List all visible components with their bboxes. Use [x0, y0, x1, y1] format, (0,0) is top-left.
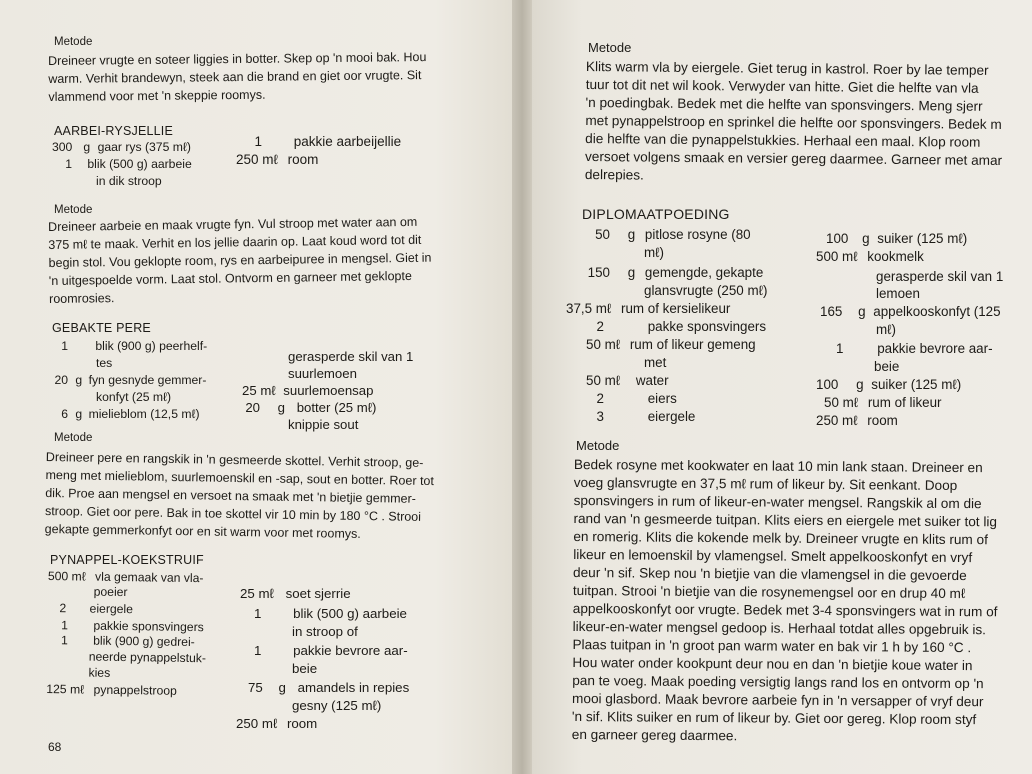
ingredients-aarbei	[52, 134, 492, 189]
text-line: tuitpan. Strooi 'n bietjie van die rosynemengsel oor en drup 40 mℓ	[572, 582, 966, 602]
ingredient-row	[572, 408, 695, 426]
ingredient-row: gerasperde skil van 1	[876, 269, 1004, 284]
method-label: Metode	[54, 432, 93, 444]
text-line: Dreineer aarbeie en maak vrugte fyn. Vul stroop met water aan om	[48, 214, 418, 234]
ingredient-text: blik (900 g) gedrei-	[93, 633, 195, 650]
ingredient-qty: 20	[245, 400, 260, 415]
ingredient-qty: 25 mℓ	[242, 383, 276, 398]
text-line: stroop. Giet oor pere. Bak in toe skottel vir 10 min by 180 °C . Strooi	[44, 503, 422, 524]
ingredient-qty: 250 mℓ	[236, 716, 278, 731]
ingredient-qty: 75	[248, 680, 263, 695]
ingredient-col-right	[816, 230, 1032, 430]
ingredient-text: room	[867, 413, 898, 428]
text-line: die helfte van die pynappelstukkies. Herhaal een maal. Klop room	[585, 130, 981, 150]
method-label: Metode	[588, 40, 632, 55]
ingredient-row	[586, 372, 669, 390]
method-text-pere	[45, 448, 435, 544]
ingredient-qty: 1	[65, 157, 72, 171]
ingredient-row: lemoen	[876, 286, 920, 301]
text-line: Bedek rosyne met kookwater en laat 10 min lank staan. Dreineer en	[573, 456, 983, 476]
ingredient-row: in stroop of	[292, 624, 358, 639]
ingredient-qty: 50	[595, 227, 610, 242]
ingredient-text: pitlose rosyne (80	[644, 227, 751, 242]
ingredients-pynappel	[46, 568, 498, 731]
method-text-aarbei	[48, 213, 432, 308]
ingredient-text: pakkie sponsvingers	[93, 618, 204, 635]
ingredient-text: soet sjerrie	[285, 586, 351, 601]
ingredient-row	[254, 642, 408, 660]
ingredient-qty: 1	[836, 341, 844, 356]
ingredient-unit: g	[277, 400, 286, 415]
ingredient-row	[572, 318, 766, 336]
ingredient-col-left	[566, 226, 832, 426]
ingredient-text: rum of likeur	[867, 395, 942, 410]
ingredient-text: fyn gesnyde gemmer-	[88, 373, 207, 387]
ingredient-row	[240, 585, 351, 603]
ingredient-unit: g	[862, 231, 870, 246]
ingredient-row	[254, 605, 407, 623]
ingredient-unit: g	[83, 140, 91, 154]
ingredient-text: rum of kersielikeur	[621, 301, 731, 316]
ingredient-text: blik (900 g) peerhelf-	[95, 339, 208, 353]
ingredient-unit: g	[627, 227, 636, 242]
ingredient-text: kookmelk	[867, 249, 924, 264]
ingredient-text: amandels in repies	[297, 680, 410, 695]
ingredient-row	[52, 139, 191, 156]
ingredient-row	[50, 338, 207, 355]
ingredient-qty: 1	[254, 134, 262, 149]
ingredient-qty: 500 mℓ	[47, 568, 86, 584]
ingredient-row	[816, 376, 961, 394]
ingredient-row: beie	[292, 661, 318, 676]
text-line: gekapte gemmerkonfyt oor en sit warm voor met roomys.	[44, 521, 361, 541]
ingredient-text: suiker (125 mℓ)	[871, 377, 962, 392]
top-method-text	[585, 58, 1003, 188]
ingredient-row	[826, 230, 967, 248]
ingredient-row: in dik stroop	[96, 174, 162, 188]
ingredient-qty: 500 mℓ	[816, 249, 858, 264]
text-line: voeg glansvrugte en 37,5 mℓ rum of likeur by. Sit eenkant. Doop	[573, 474, 958, 494]
ingredient-row: poeier	[93, 584, 128, 600]
ingredients-pere	[50, 338, 490, 432]
ingredient-unit: g	[75, 407, 83, 421]
text-line: mooi glasbord. Maak bevrore aarbeie fyn in 'n versapper of vryf deur	[572, 690, 984, 710]
ingredient-row: beie	[874, 359, 900, 374]
ingredient-text: room	[287, 152, 319, 167]
ingredient-text: eiergele	[89, 601, 134, 617]
ingredient-qty: 1	[254, 606, 262, 621]
ingredient-unit: g	[627, 265, 636, 280]
text-line: Dreineer pere en rangskik in 'n gesmeerde skottel. Verhit stroop, ge-	[45, 449, 424, 470]
ingredient-row	[836, 340, 993, 358]
text-line: Hou water onder kookpunt deur nou en dan 'n bietjie koue water in	[572, 654, 973, 674]
ingredient-row	[50, 406, 200, 423]
ingredient-qty: 6	[61, 407, 68, 421]
ingredient-text: eiers	[647, 391, 677, 406]
ingredient-text: rum of likeur gemeng	[629, 337, 756, 352]
ingredient-row: gerasperde skil van 1	[288, 349, 414, 364]
text-line: likeur en lemoenskil by vlamengsel. Smelt appelkooskonfyt en vryf	[573, 546, 973, 566]
ingredient-row	[572, 264, 763, 282]
ingredient-qty: 2	[59, 601, 67, 616]
ingredient-text: gaar rys (375 mℓ)	[97, 140, 191, 154]
ingredient-text: room	[286, 716, 318, 731]
ingredient-qty: 20	[54, 373, 68, 387]
ingredient-row	[572, 226, 751, 244]
text-line: Klits warm vla by eiergele. Giet terug in kastrol. Roer by lae temper	[585, 58, 989, 78]
ingredient-row: kies	[88, 665, 111, 680]
book-gutter	[512, 0, 532, 774]
ingredient-row	[50, 372, 206, 389]
ingredient-text: pakkie aarbeijellie	[293, 134, 402, 149]
ingredient-qty: 250 mℓ	[816, 413, 858, 428]
intro-method-text	[48, 48, 427, 106]
text-line: versoet volgens smaak en versier gereg daarmee. Garneer met amar	[584, 148, 1003, 168]
ingredient-row	[816, 412, 898, 430]
ingredient-qty: 1	[254, 643, 262, 658]
text-line: 'n sif. Klits suiker en rum of likeur by. Giet oor gereg. Klop room styf	[571, 708, 977, 728]
text-line: Dreineer vrugte en soteer liggies in botter. Skep op 'n mooi bak. Hou	[48, 50, 427, 68]
method-label: Metode	[54, 36, 93, 48]
recipe-title-pynappel: PYNAPPEL-KOEKSTRUIF	[50, 553, 204, 567]
text-line: en garneer gereg daarmee.	[571, 726, 738, 744]
ingredient-row	[242, 399, 376, 416]
text-line: deur 'n sif. Skep nou 'n bietjie van die vlamengsel in die gevoerde	[573, 564, 967, 584]
ingredient-qty: 1	[60, 633, 68, 648]
ingredient-row	[242, 382, 373, 399]
text-line: likeur-en-water mengsel gedoop is. Herhaal totdat alles opgebruik is.	[572, 618, 987, 638]
ingredient-qty: 250 mℓ	[236, 152, 278, 167]
ingredient-text: botter (25 mℓ)	[296, 400, 377, 415]
text-line: 'n uitgespoelde vorm. Laat stol. Ontvorm en garneer met geklopte	[48, 268, 412, 288]
ingredient-qty: 50 mℓ	[586, 373, 621, 388]
recipe-title-diplomaat: DIPLOMAATPOEDING	[582, 206, 730, 222]
text-line: met pynappelstroop en sprinkel die helfte oor sponsvingers. Bedek m	[585, 112, 1002, 132]
ingredient-row: knippie sout	[288, 417, 359, 432]
ingredient-text: suiker (125 mℓ)	[877, 231, 968, 246]
text-line: roomrosies.	[49, 291, 115, 306]
ingredient-text: eiergele	[647, 409, 696, 424]
method-label: Metode	[54, 204, 93, 216]
ingredient-row	[572, 390, 677, 408]
ingredient-text: vla gemaak van vla-	[94, 569, 204, 586]
ingredient-text: suurlemoensap	[283, 383, 374, 398]
ingredient-row: neerde pynappelstuk-	[88, 649, 207, 666]
ingredient-qty: 150	[587, 265, 610, 280]
ingredient-row	[816, 248, 924, 266]
text-line: rand van 'n gesmeerde tuitpan. Klits eiers en eiergele met suiker tot lig	[573, 510, 998, 530]
ingredient-qty: 1	[61, 339, 68, 353]
text-line: en romerig. Klits die kokende melk by. Dreineer vrugte en klits rum of	[573, 528, 988, 548]
ingredient-text: gemengde, gekapte	[644, 265, 764, 280]
ingredient-text: pakkie bevrore aar-	[877, 341, 993, 356]
ingredient-row: mℓ)	[644, 245, 664, 260]
text-line: meng met mielieblom, suurlemoenskil en -sap, sout en botter. Roer tot	[45, 467, 435, 489]
ingredient-text: water	[635, 373, 669, 388]
text-line: vlammend voor met 'n skeppie roomys.	[48, 87, 266, 104]
method-label: Metode	[576, 438, 620, 453]
ingredient-row	[248, 679, 409, 697]
ingredient-qty: 1	[61, 618, 69, 633]
ingredient-unit: g	[858, 304, 866, 319]
ingredient-row: tes	[96, 356, 113, 370]
ingredient-row	[824, 394, 942, 412]
ingredient-qty: 100	[816, 377, 839, 392]
text-line: sponsvingers in rum of likeur-en-water mengsel. Rangskik al om die	[573, 492, 982, 512]
text-line: 375 mℓ te maak. Verhit en los jellie daarin op. Laat koud word tot dit	[48, 232, 422, 252]
ingredient-row	[820, 303, 1001, 321]
ingredient-row	[586, 336, 756, 354]
ingredient-qty: 50 mℓ	[586, 337, 621, 352]
ingredient-qty: 25 mℓ	[240, 586, 274, 601]
ingredient-row: suurlemoen	[288, 366, 357, 381]
ingredient-row	[52, 156, 192, 173]
ingredient-unit: g	[75, 373, 83, 387]
text-line: appelkooskonfyt oor vrugte. Bedek met 3-4 sponsvingers wat in rum of	[572, 600, 998, 620]
right-page	[532, 0, 1032, 774]
text-line: warm. Verhit brandewyn, steek aan die brand en giet oor vrugte. Sit	[48, 68, 422, 86]
ingredient-row	[59, 600, 133, 618]
text-line: Plaas tuitpan in 'n groot pan warm water en bak vir 1 h by 160 °C .	[572, 636, 972, 656]
text-line: pan te voeg. Maak poeding versigtig langs rand los en ontvorm op 'n	[572, 672, 984, 692]
recipe-title-aarbei: AARBEI-RYSJELLIE	[54, 124, 173, 138]
ingredient-qty: 300	[52, 140, 73, 154]
ingredient-qty: 2	[596, 391, 604, 406]
ingredient-row	[248, 133, 401, 150]
method-text-diplomaat	[572, 456, 999, 747]
ingredient-qty: 100	[826, 231, 849, 246]
ingredient-unit: g	[856, 377, 864, 392]
ingredient-row: mℓ)	[876, 322, 896, 337]
ingredient-text: blik (500 g) aarbeie	[293, 606, 407, 621]
ingredient-qty: 2	[596, 319, 604, 334]
ingredient-qty: 165	[820, 304, 843, 319]
ingredient-text: blik (500 g) aarbeie	[87, 157, 192, 171]
ingredient-unit: g	[278, 680, 286, 695]
recipe-title-pere: GEBAKTE PERE	[52, 321, 151, 335]
ingredient-row: gesny (125 mℓ)	[292, 698, 382, 713]
ingredient-text: mielieblom (12,5 mℓ)	[88, 407, 200, 421]
ingredient-text: pynappelstroop	[93, 682, 177, 698]
ingredient-qty: 125 mℓ	[46, 681, 85, 697]
text-line: begin stol. Vou geklopte room, rys en aarbeipuree in mengsel. Giet in	[48, 250, 432, 270]
ingredient-text: pakke sponsvingers	[647, 319, 767, 334]
ingredient-row	[236, 715, 317, 733]
ingredient-text: appelkooskonfyt (125	[873, 304, 1001, 319]
text-line: delrepies.	[584, 166, 644, 183]
ingredient-text: pakkie bevrore aar-	[293, 643, 408, 658]
ingredient-qty: 50 mℓ	[824, 395, 859, 410]
page-number: 68	[48, 740, 62, 754]
text-line: tuur tot dit net wil kook. Verwyder van hitte. Giet die helfte van vla	[585, 76, 979, 96]
ingredient-row	[236, 151, 318, 168]
text-line: dik. Proe aan mengsel en versoet na smaak met 'n bietjie gemmer-	[45, 485, 416, 506]
ingredient-row: met	[644, 355, 667, 370]
left-page	[0, 0, 512, 774]
ingredient-row: konfyt (25 mℓ)	[96, 390, 172, 404]
ingredient-row: glansvrugte (250 mℓ)	[644, 283, 768, 298]
ingredient-qty: 37,5 mℓ	[566, 301, 612, 316]
ingredient-qty: 3	[596, 409, 604, 424]
ingredient-row	[566, 300, 730, 318]
ingredient-row	[46, 681, 177, 700]
text-line: 'n poedingbak. Bedek met die helfte van sponsvingers. Meng sjerr	[585, 94, 983, 114]
